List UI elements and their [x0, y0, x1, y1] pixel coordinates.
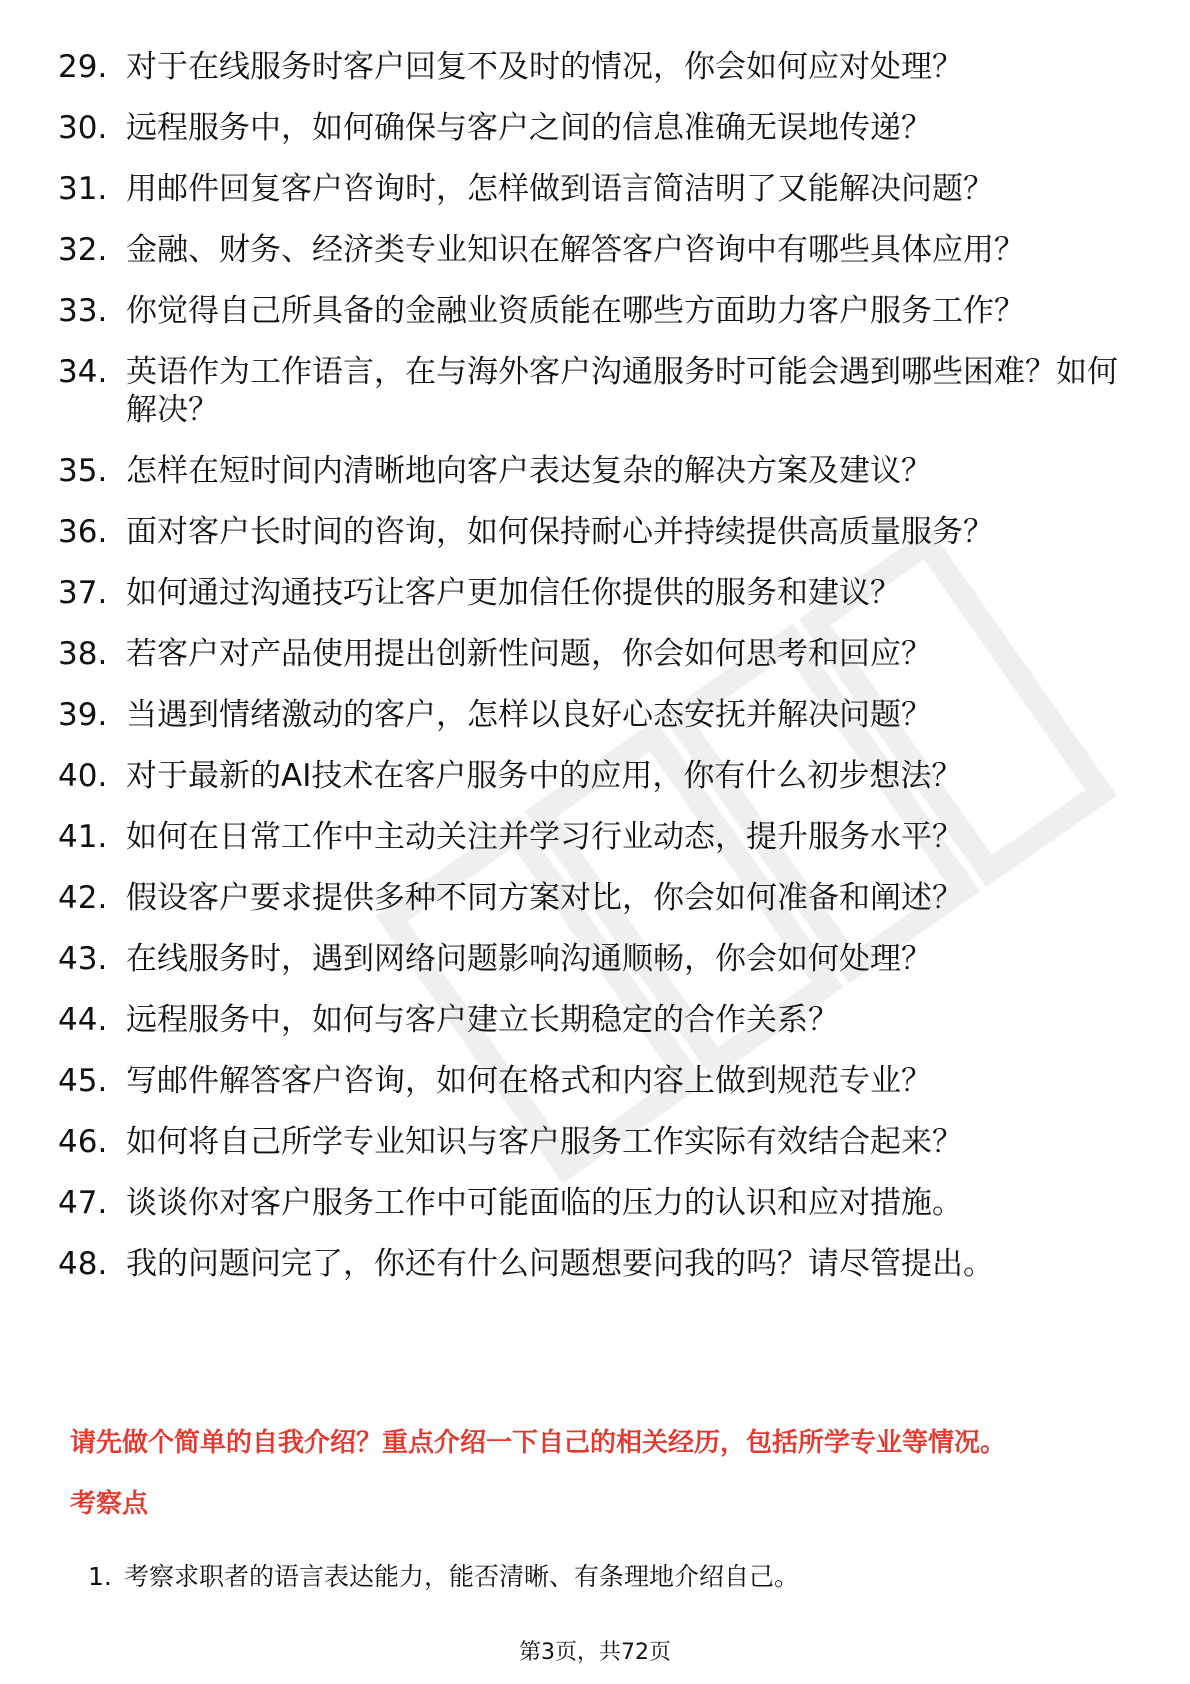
question-text: 英语作为工作语言，在与海外客户沟通服务时可能会遇到哪些困难？如何解决？	[126, 354, 1118, 428]
question-text: 对于在线服务时客户回复不及时的情况，你会如何应对处理？	[126, 49, 963, 85]
question-number: 48.	[58, 1246, 108, 1282]
question-item	[58, 292, 1138, 330]
question-text: 谈谈你对客户服务工作中可能面临的压力的认识和应对措施。	[126, 1185, 963, 1221]
question-text: 如何在日常工作中主动关注并学习行业动态，提升服务水平？	[126, 819, 963, 855]
question-number: 33.	[58, 293, 108, 329]
section-heading: 请先做个简单的自我介绍？重点介绍一下自己的相关经历，包括所学专业等情况。	[70, 1428, 1007, 1458]
question-number: 42.	[58, 880, 108, 916]
question-number: 34.	[58, 354, 108, 390]
question-text: 你觉得自己所具备的金融业资质能在哪些方面助力客户服务工作？	[126, 293, 1025, 329]
question-number: 29.	[58, 49, 108, 85]
question-number: 43.	[58, 941, 108, 977]
question-text: 怎样在短时间内清晰地向客户表达复杂的解决方案及建议？	[126, 453, 932, 489]
question-text: 写邮件解答客户咨询，如何在格式和内容上做到规范专业？	[126, 1063, 932, 1099]
question-text: 远程服务中，如何确保与客户之间的信息准确无误地传递？	[126, 110, 932, 146]
question-item	[58, 48, 1138, 86]
question-text: 用邮件回复客户咨询时，怎样做到语言简洁明了又能解决问题？	[126, 171, 994, 207]
question-item	[58, 353, 1138, 429]
question-number: 31.	[58, 171, 108, 207]
question-number: 44.	[58, 1002, 108, 1038]
question-number: 30.	[58, 110, 108, 146]
assessment-point-list	[88, 1560, 799, 1594]
question-number: 47.	[58, 1185, 108, 1221]
question-item	[58, 1123, 1138, 1161]
question-number: 39.	[58, 697, 108, 733]
question-list	[58, 48, 1138, 1306]
question-number: 36.	[58, 514, 108, 550]
question-number: 40.	[58, 758, 108, 794]
question-number: 41.	[58, 819, 108, 855]
question-number: 38.	[58, 636, 108, 672]
question-item	[58, 1062, 1138, 1100]
question-number: 35.	[58, 453, 108, 489]
question-number: 45.	[58, 1063, 108, 1099]
question-item	[58, 170, 1138, 208]
question-item	[58, 1245, 1138, 1283]
question-text: 在线服务时，遇到网络问题影响沟通顺畅，你会如何处理？	[126, 941, 932, 977]
question-item	[58, 231, 1138, 269]
question-text: 我的问题问完了，你还有什么问题想要问我的吗？请尽管提出。	[126, 1246, 994, 1282]
question-item	[58, 452, 1138, 490]
question-text: 当遇到情绪激动的客户，怎样以良好心态安抚并解决问题？	[126, 697, 932, 733]
question-text: 远程服务中，如何与客户建立长期稳定的合作关系？	[126, 1002, 839, 1038]
question-item	[58, 696, 1138, 734]
question-text: 金融、财务、经济类专业知识在解答客户咨询中有哪些具体应用？	[126, 232, 1025, 268]
question-item	[58, 635, 1138, 673]
question-item	[58, 757, 1138, 795]
question-text: 如何将自己所学专业知识与客户服务工作实际有效结合起来？	[126, 1124, 963, 1160]
question-item	[58, 1184, 1138, 1222]
question-item	[58, 940, 1138, 978]
question-text: 对于最新的AI技术在客户服务中的应用，你有什么初步想法？	[126, 758, 963, 794]
assessment-point	[88, 1560, 799, 1594]
question-number: 37.	[58, 575, 108, 611]
question-item	[58, 818, 1138, 856]
page-number: 第3页，共72页	[519, 1640, 671, 1665]
question-text: 若客户对产品使用提出创新性问题，你会如何思考和回应？	[126, 636, 932, 672]
question-text: 如何通过沟通技巧让客户更加信任你提供的服务和建议？	[126, 575, 901, 611]
question-item	[58, 879, 1138, 917]
question-item	[58, 109, 1138, 147]
question-number: 32.	[58, 232, 108, 268]
question-text: 面对客户长时间的咨询，如何保持耐心并持续提供高质量服务？	[126, 514, 994, 550]
points-label: 考察点	[70, 1489, 149, 1519]
question-text: 假设客户要求提供多种不同方案对比，你会如何准备和阐述？	[126, 880, 963, 916]
question-number: 46.	[58, 1124, 108, 1160]
question-item	[58, 574, 1138, 612]
question-item	[58, 1001, 1138, 1039]
point-text: 考察求职者的语言表达能力，能否清晰、有条理地介绍自己。	[124, 1562, 800, 1591]
question-item	[58, 513, 1138, 551]
point-number: 1.	[88, 1562, 112, 1591]
